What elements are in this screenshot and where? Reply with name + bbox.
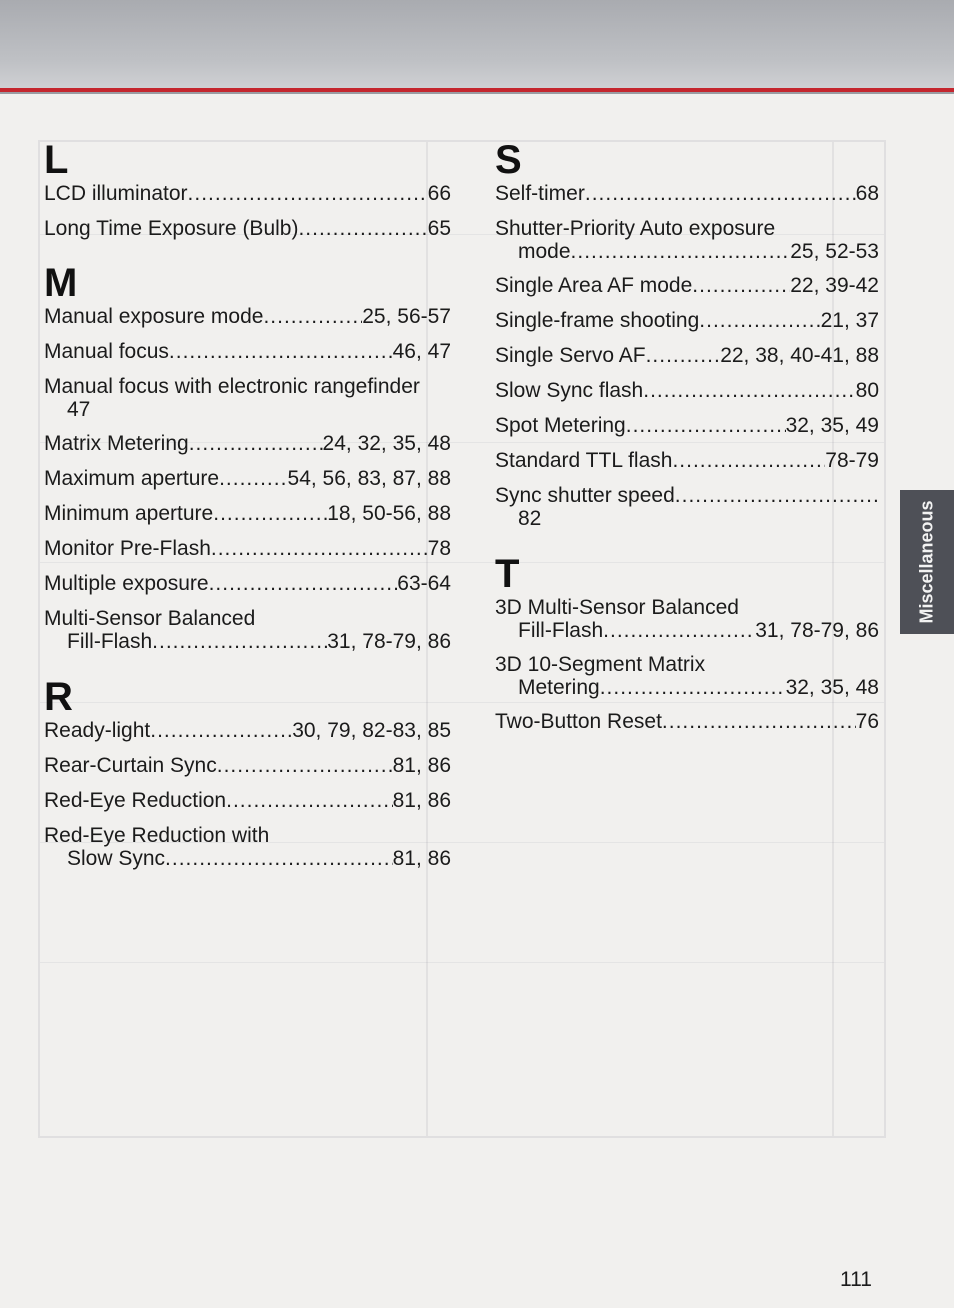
- entry-pages: 78-79: [825, 449, 879, 472]
- index-entry: [495, 217, 879, 263]
- dot-leader: [169, 340, 393, 364]
- section-letter: M: [44, 261, 78, 305]
- entry-pages: 31, 78-79, 86: [327, 630, 451, 653]
- top-band: [0, 0, 954, 88]
- section-tab: [900, 490, 954, 634]
- entry-term: Monitor Pre-Flash: [44, 537, 211, 560]
- entry-pages: 25, 52-53: [790, 240, 879, 263]
- dot-leader: [188, 182, 428, 206]
- index-entry: [44, 305, 451, 329]
- dot-leader: [603, 619, 755, 642]
- dot-leader: [675, 484, 879, 507]
- entry-term: Ready-light: [44, 719, 151, 742]
- entry-continuation: [495, 240, 879, 263]
- dot-leader: [662, 710, 856, 734]
- entry-pages: 22, 38, 40-41, 88: [720, 344, 879, 367]
- dot-leader: [219, 467, 287, 491]
- entry-pages: 21, 37: [820, 309, 879, 332]
- dot-leader: [150, 719, 292, 743]
- index-entry: [44, 719, 451, 743]
- index-entry: [495, 182, 879, 206]
- entry-term: Standard TTL flash: [495, 449, 673, 472]
- entry-term: Manual focus: [44, 340, 169, 363]
- entry-pages: 25, 56-57: [362, 305, 451, 328]
- entry-term: Maximum aperture: [44, 467, 220, 490]
- index-entry: [495, 344, 879, 368]
- dot-leader: [217, 754, 393, 778]
- index-entry: [495, 449, 879, 473]
- entry-pages: 78: [427, 537, 451, 560]
- entry-pages: 30, 79, 82-83, 85: [292, 719, 451, 742]
- dot-leader: [692, 274, 790, 298]
- entry-term: Manual focus with electronic rangefinder: [44, 375, 420, 398]
- entry-continuation: [495, 676, 879, 699]
- entry-pages: 46, 47: [392, 340, 451, 363]
- section-letter: S: [495, 138, 522, 182]
- entry-pages: 66: [427, 182, 451, 205]
- dot-leader: [189, 432, 323, 456]
- entry-term: Manual exposure mode: [44, 305, 264, 328]
- entry-term-continued: Metering: [518, 676, 600, 699]
- index-entry: [44, 824, 451, 870]
- entry-term: Single Servo AF: [495, 344, 646, 367]
- entry-continuation: [44, 847, 451, 870]
- dot-leader: [672, 449, 825, 473]
- entry-term-continued: Fill-Flash: [518, 619, 604, 642]
- dot-leader: [213, 502, 327, 526]
- dot-leader: [571, 240, 791, 263]
- entry-term: Spot Metering: [495, 414, 626, 437]
- entry-pages: 54, 56, 83, 87, 88: [287, 467, 451, 490]
- section-letter: L: [44, 138, 69, 182]
- section-letter: R: [44, 675, 73, 719]
- index-entry: [495, 484, 879, 530]
- entry-term-continued: mode: [518, 240, 571, 263]
- entry-term: Multi-Sensor Balanced: [44, 607, 256, 630]
- dot-leader: [643, 379, 855, 403]
- entry-pages: 63-64: [397, 572, 451, 595]
- index-entry: [44, 754, 451, 778]
- entry-term: Single-frame shooting: [495, 309, 700, 332]
- index-entry: [495, 596, 879, 642]
- index-entry: [44, 340, 451, 364]
- entry-pages: 81, 86: [392, 789, 451, 812]
- entry-term-continued: Slow Sync: [67, 847, 166, 870]
- entry-term: Rear-Curtain Sync: [44, 754, 217, 777]
- entry-term: Sync shutter speed: [495, 484, 675, 507]
- index-entry: [495, 653, 879, 699]
- entry-pages: 47: [67, 398, 91, 421]
- page-number: 111: [840, 1268, 872, 1291]
- entry-pages: 81, 86: [392, 754, 451, 777]
- entry-pages: 82: [518, 507, 542, 530]
- index-entry: [44, 607, 451, 653]
- entry-pages: 24, 32, 35, 48: [322, 432, 451, 455]
- entry-term: 3D Multi-Sensor Balanced: [495, 596, 739, 619]
- entry-continuation: [44, 630, 451, 653]
- entry-pages: 81, 86: [392, 847, 451, 870]
- entry-term: Multiple exposure: [44, 572, 209, 595]
- entry-term: Self-timer: [495, 182, 585, 205]
- index-entry: [495, 309, 879, 333]
- entry-line: [495, 484, 879, 507]
- index-entry: [44, 432, 451, 456]
- dot-leader: [263, 305, 362, 329]
- entry-term: Matrix Metering: [44, 432, 189, 455]
- index-entry: [495, 274, 879, 298]
- entry-term: 3D 10-Segment Matrix: [495, 653, 706, 676]
- index-entry: [495, 414, 879, 438]
- dot-leader: [209, 572, 398, 596]
- index-entry: [44, 572, 451, 596]
- index-entry: [44, 467, 451, 491]
- dot-leader: [226, 789, 393, 813]
- dot-leader: [585, 182, 856, 206]
- section-tab-label: Miscellaneous: [916, 500, 937, 624]
- index-entry: [44, 537, 451, 561]
- dot-leader: [165, 847, 393, 870]
- entry-pages: 68: [855, 182, 879, 205]
- dot-leader: [626, 414, 786, 438]
- entry-pages: 65: [427, 217, 451, 240]
- index-entry: [495, 710, 879, 734]
- index-entry: [44, 375, 451, 421]
- entry-continuation: [495, 619, 879, 642]
- entry-term: Shutter-Priority Auto exposure: [495, 217, 776, 240]
- entry-term: Minimum aperture: [44, 502, 214, 525]
- entry-term: Single Area AF mode: [495, 274, 693, 297]
- entry-term: Slow Sync flash: [495, 379, 644, 402]
- index-entries: [44, 305, 451, 653]
- index-entry: [44, 217, 451, 241]
- entry-pages: 32, 35, 48: [785, 676, 879, 699]
- entry-pages: 31, 78-79, 86: [755, 619, 879, 642]
- entry-pages: 22, 39-42: [790, 274, 879, 297]
- index-entries: [44, 182, 451, 241]
- index-entry: [495, 379, 879, 403]
- entry-pages: 18, 50-56, 88: [327, 502, 451, 525]
- index-entry: [44, 502, 451, 526]
- section-letter: T: [495, 552, 520, 596]
- under-rule: [0, 92, 954, 94]
- entry-term: Long Time Exposure (Bulb): [44, 217, 299, 240]
- dot-leader: [152, 630, 327, 653]
- index-entry: [44, 182, 451, 206]
- entry-term: Two-Button Reset: [495, 710, 662, 733]
- index-column-left: [44, 138, 451, 881]
- dot-leader: [646, 344, 721, 368]
- dot-leader: [211, 537, 428, 561]
- entry-term: Red-Eye Reduction: [44, 789, 227, 812]
- dot-leader: [699, 309, 820, 333]
- index-entries: [495, 596, 879, 734]
- index-entries: [44, 719, 451, 870]
- entry-pages: 80: [855, 379, 879, 402]
- index-entries: [495, 182, 879, 530]
- index-column-right: [495, 138, 879, 745]
- dot-leader: [298, 217, 427, 241]
- entry-term: Red-Eye Reduction with: [44, 824, 270, 847]
- index-entry: [44, 789, 451, 813]
- dot-leader: [600, 676, 786, 699]
- entry-term-continued: Fill-Flash: [67, 630, 153, 653]
- entry-term: LCD illuminator: [44, 182, 188, 205]
- entry-pages: 76: [855, 710, 879, 733]
- entry-pages: 32, 35, 49: [785, 414, 879, 437]
